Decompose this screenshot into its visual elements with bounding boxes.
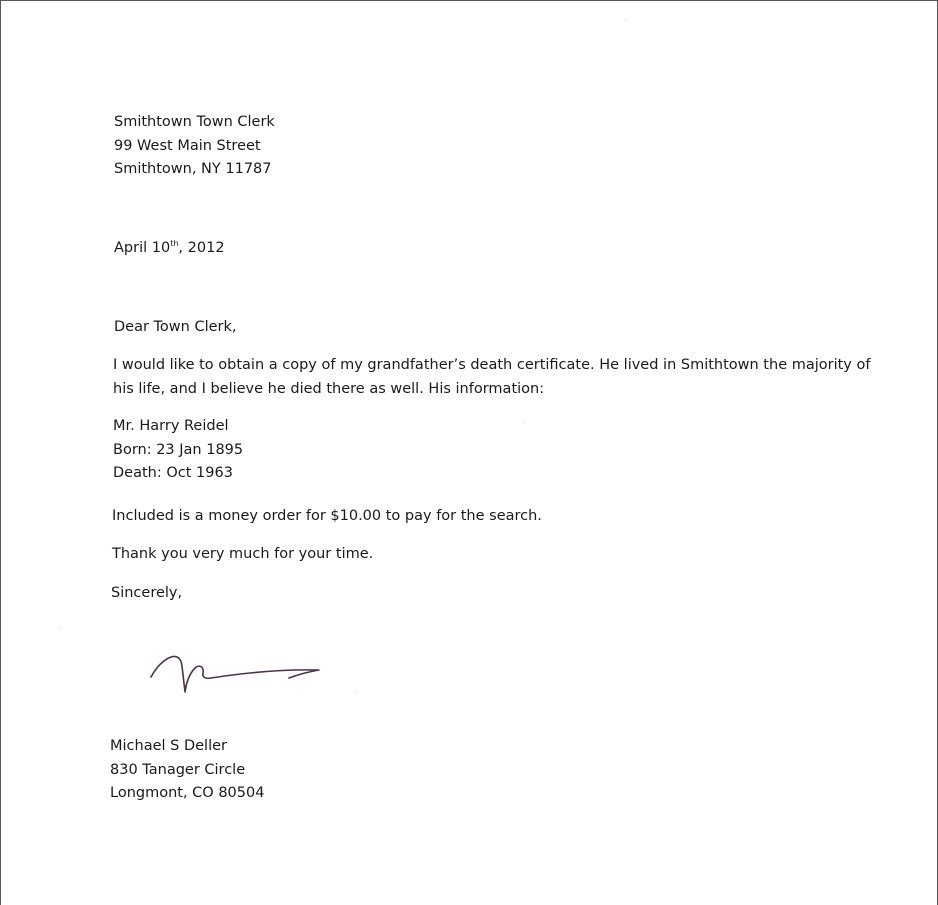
request-paragraph bbox=[113, 357, 870, 404]
sender-name: Michael S Deller bbox=[110, 738, 227, 754]
sender-address bbox=[110, 738, 264, 809]
request-line-2: his life, and I believe he died there as well. His information: bbox=[113, 380, 545, 397]
person-name: Mr. Harry Reidel bbox=[113, 418, 229, 434]
recipient-street: 99 West Main Street bbox=[114, 137, 261, 154]
date-month-day: April 10 bbox=[114, 240, 171, 256]
scan-speck bbox=[625, 20, 626, 21]
scan-speck bbox=[356, 692, 357, 693]
closing: Sincerely, bbox=[111, 585, 183, 601]
scan-speck bbox=[523, 422, 524, 423]
date-year: , 2012 bbox=[178, 240, 225, 256]
scan-speck bbox=[59, 628, 60, 629]
person-info bbox=[113, 418, 243, 489]
recipient-city-state-zip: Smithtown, NY 11787 bbox=[114, 161, 272, 177]
thanks-sentence: Thank you very much for your time. bbox=[112, 546, 374, 562]
sender-city-state-zip: Longmont, CO 80504 bbox=[110, 785, 265, 801]
salutation: Dear Town Clerk, bbox=[114, 319, 237, 335]
payment-sentence: Included is a money order for $10.00 to pay for the search. bbox=[112, 508, 542, 524]
handwritten-signature bbox=[147, 646, 323, 696]
person-death: Death: Oct 1963 bbox=[113, 465, 233, 481]
request-line-1: I would like to obtain a copy of my grandfather’s death certificate. He lived in Smithtown the majority of bbox=[113, 357, 871, 373]
recipient-name: Smithtown Town Clerk bbox=[114, 114, 275, 130]
sender-street: 830 Tanager Circle bbox=[110, 761, 246, 778]
letter-date bbox=[114, 241, 225, 256]
date-day-suffix: th bbox=[170, 239, 179, 248]
recipient-address bbox=[114, 114, 275, 185]
person-born: Born: 23 Jan 1895 bbox=[113, 441, 244, 458]
